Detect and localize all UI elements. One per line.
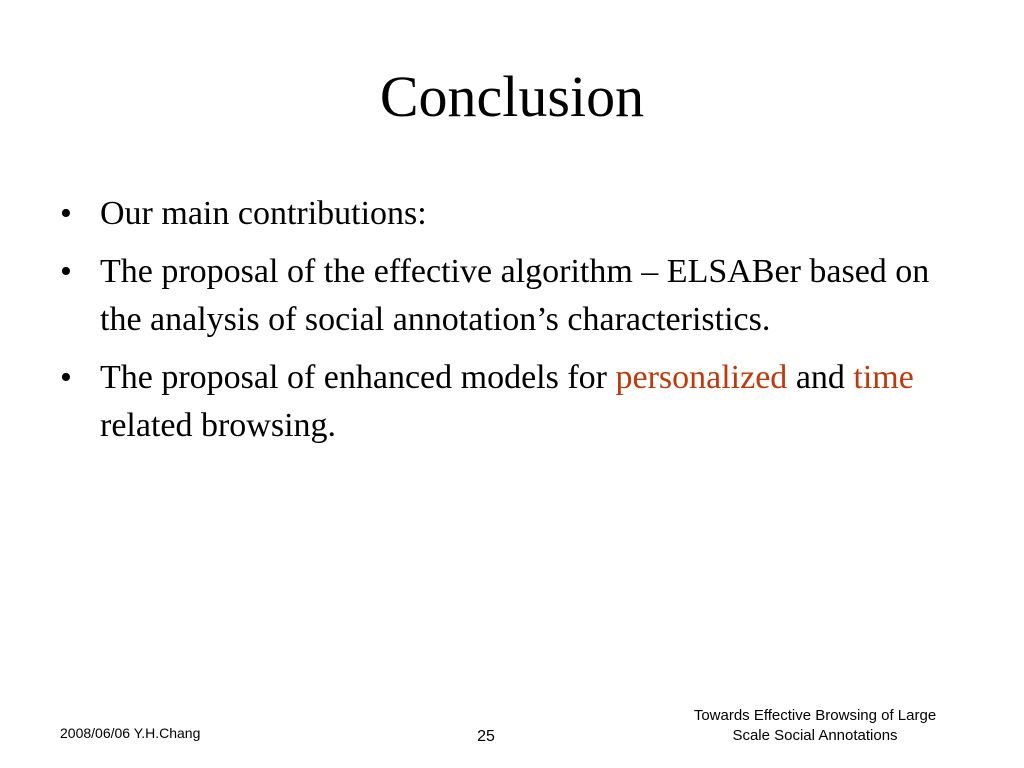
footer-date-author: 2008/06/06 Y.H.Chang bbox=[60, 725, 201, 741]
bullet-text: The proposal of the effective algorithm – ELSABer based on the analysis of social annotation’s characteristics. bbox=[100, 253, 930, 338]
slide-title: Conclusion bbox=[379, 64, 645, 129]
highlighted-term-time: time bbox=[853, 359, 914, 396]
bullet-text: Our main contributions: bbox=[100, 195, 427, 232]
highlighted-term-personalized: personalized bbox=[615, 359, 788, 396]
bullet-list bbox=[60, 190, 960, 460]
footer-title-line-2: Scale Social Annotations bbox=[732, 727, 898, 744]
footer-presentation-title bbox=[670, 706, 960, 746]
bullet-item bbox=[60, 190, 960, 238]
bullet-text-part: related browsing. bbox=[100, 407, 337, 444]
bullet-text-part: and bbox=[787, 359, 854, 396]
bullet-icon: • bbox=[60, 253, 72, 290]
bullet-text-part: The proposal of enhanced models for bbox=[100, 359, 616, 396]
bullet-icon: • bbox=[60, 195, 72, 232]
bullet-item bbox=[60, 354, 960, 450]
bullet-icon: • bbox=[60, 359, 72, 396]
footer-title-line-1: Towards Effective Browsing of Large bbox=[693, 707, 937, 724]
page-number: 25 bbox=[477, 728, 495, 745]
bullet-item bbox=[60, 248, 960, 344]
